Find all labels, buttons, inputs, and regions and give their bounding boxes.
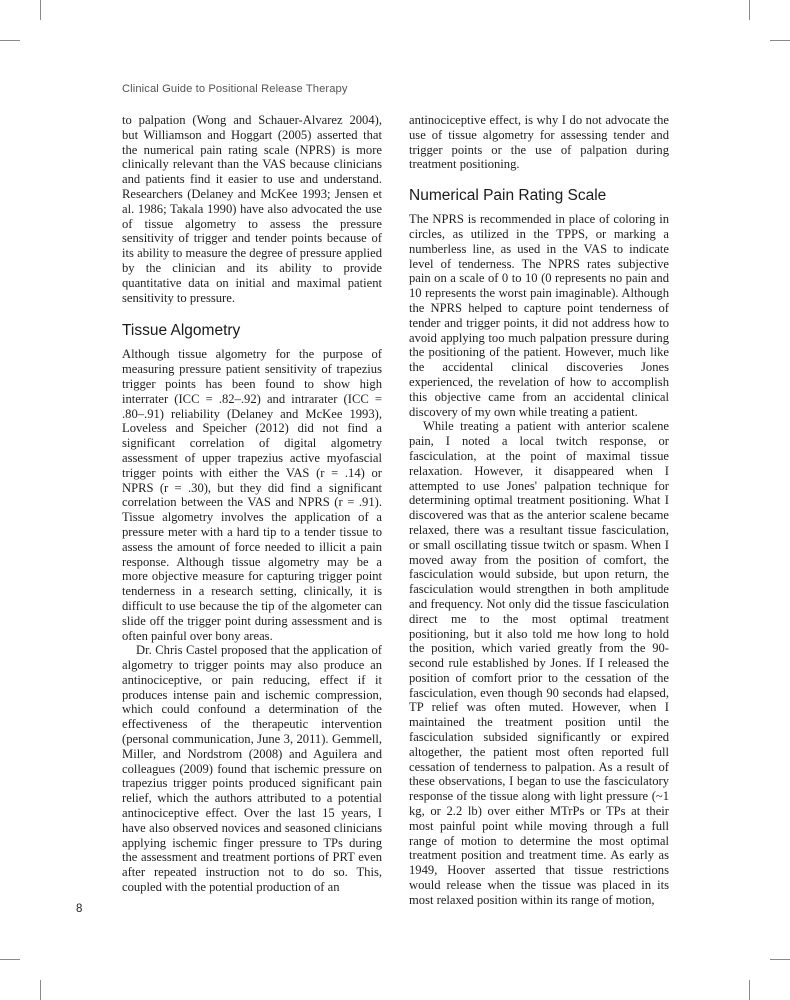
crop-mark-bottom-left-h [0,959,20,960]
section-heading-tissue-algometry: Tissue Algometry [122,322,241,340]
crop-mark-bottom-right-h [770,959,790,960]
crop-mark-top-left-h [0,40,20,41]
right-column [409,113,669,908]
crop-mark-top-right-h [770,40,790,41]
paragraph-castel: Dr. Chris Castel proposed that the application of algometry to trigger points may also produce an antinociceptive, or pain reducing, effect if it produces intense pain and ischemic compression, which could confound a determination of the effectiveness of the therapeutic intervention (personal communication, June 3, 2011). Gemmell, Miller, and Nordstrom (2008) and Aguilera and colleagues (2009) found that ischemic pressure on trapezius trigger points produced significant pain relief, which the authors attributed to a potential antinociceptive effect. Over the last 15 years, I have also observed novices and seasoned clinicians applying ischemic finger pressure to TPs during the assessment and treatment portions of PRT even after repeated instruction not to do so. This, coupled with the potential production of an [122,643,382,895]
crop-mark-top-left [40,0,41,20]
paragraph-tissue-algometry: Although tissue algometry for the purpose of measuring pressure patient sensitivity of trapezius trigger points has been found to show high interrater (ICC = .82–.92) and intrarater (ICC = .80–.91) reliability (Delaney and McKee 1993), Loveless and Speicher (2012) did not find a significant correlation of digital algometry assessment of upper trapezius active myofascial trigger points with either the VAS (r = .14) or NPRS (r = .30), but they did find a significant correlation between the VAS and NPRS (r = .91). Tissue algometry involves the application of a pressure meter with a hard tip to a tender tissue to assess the amount of force needed to illicit a pain response. Although tissue algometry may be a more objective measure for capturing trigger point tenderness in a research setting, clinically, it is difficult to use because the tip of the algometer can slide off the trigger point during assessment and is often painful over bony areas. [122,347,382,643]
crop-mark-bottom-left [40,980,41,1000]
paragraph-scalene: While treating a patient with anterior scalene pain, I noted a local twitch response, or fasciculation, at the point of maximal tissue relaxation. However, it disappeared when I attempted to use Jones' palpation technique for determining optimal treatment positioning. What I discovered was that as the anterior scalene became relaxed, there was a resultant tissue fasciculation, or small oscillating tissue twitch or spasm. When I moved away from the position of comfort, the fasciculation would subside, but upon return, the fasciculation would strengthen in both amplitude and frequency. Not only did the tissue fasciculation direct me to the most optimal treatment positioning, but it also told me how long to hold the position, which varied greatly from the 90-second rule established by Jones. If I released the position of comfort prior to the cessation of the fasciculation, even though 90 seconds had elapsed, TP relief was often muted. However, when I maintained the treatment position until the fasciculation subsided significantly or expired altogether, the patient most often reported full cessation of tenderness to palpation. As a result of these observations, I began to use the fasciculatory response of the tissue along with light pressure (~1 kg, or 2.2 lb) over either MTrPs or TPs at their most painful point while moving through a full range of motion to determine the most optimal treatment position and treatment time. As early as 1949, Hoover asserted that tissue restrictions would release when the tissue was placed in its most relaxed position within its range of motion, [409,419,669,907]
left-column [122,113,382,895]
running-head: Clinical Guide to Positional Release Therapy [122,83,348,95]
page-number: 8 [76,903,83,915]
crop-mark-top-right [749,0,750,20]
paragraph-nprs: The NPRS is recommended in place of coloring in circles, as utilized in the TPPS, or marking a numberless line, as used in the VAS to indicate level of tenderness. The NPRS rates subjective pain on a scale of 0 to 10 (0 represents no pain and 10 represents the worst pain imaginable). Although the NPRS helped to capture point tenderness of tender and trigger points, it did not address how to avoid applying too much palpation pressure during the positioning of the patient. However, much like the accidental clinical discoveries Jones experienced, the revelation of how to accomplish this objective came from an accidental clinical discovery of my own while treating a patient. [409,212,669,419]
crop-mark-bottom-right [749,980,750,1000]
paragraph-continuation: to palpation (Wong and Schauer-Alvarez 2004), but Williamson and Hoggart (2005) asserted that the numerical pain rating scale (NPRS) is more clinically relevant than the VAS because clinicians and patients find it easier to use and understand. Researchers (Delaney and McKee 1993; Jensen et al. 1986; Takala 1990) have also advocated the use of tissue algometry to assess the pressure sensitivity of trigger and tender points because of its ability to measure the degree of pressure applied by the clinician and its ability to provide quantitative data on initial and maximal patient sensitivity to pressure. [122,113,382,305]
section-heading-nprs: Numerical Pain Rating Scale [409,187,607,205]
paragraph-antinociceptive: antinociceptive effect, is why I do not advocate the use of tissue algometry for assessing tender and trigger points or the use of palpation during treatment positioning. [409,113,669,172]
